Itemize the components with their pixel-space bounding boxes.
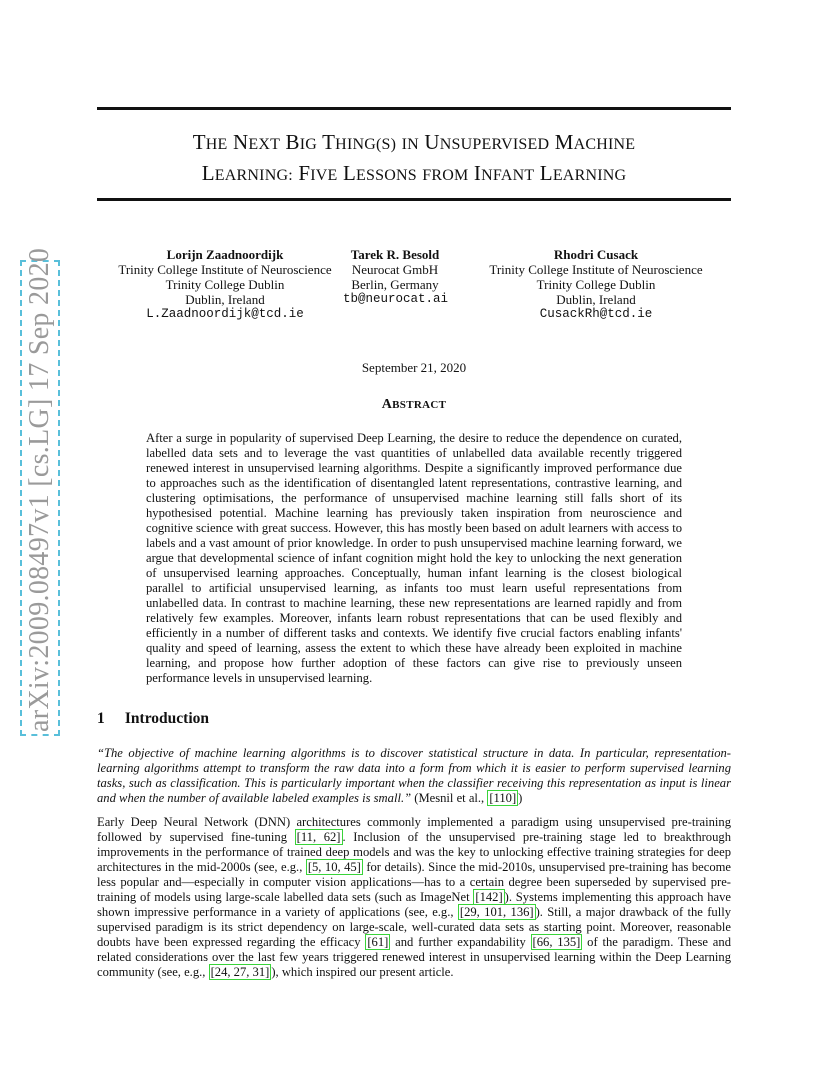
citation-link[interactable]: [110] (489, 791, 517, 805)
citation-link[interactable]: [142] (475, 890, 503, 904)
author-affiliation: Trinity College Dublin (165, 277, 285, 292)
section-number: 1 (97, 710, 105, 727)
arxiv-identifier: arXiv:2009.08497v1 [cs.LG] 17 Sep 2020 (24, 247, 55, 732)
paragraph-text: and further expandability (390, 935, 531, 949)
author-name: Tarek R. Besold (350, 247, 440, 262)
paragraph-text: ). Systems implementing this approach have shown impressive performance in a variety of applications (see, e.g., (97, 890, 731, 919)
author-email: L.Zaadnoordijk@tcd.ie (146, 307, 304, 321)
paragraph-text: ), which inspired our present article. (271, 965, 454, 979)
author-email: tb@neurocat.ai (343, 292, 449, 306)
author-affiliation: Dublin, Ireland (185, 292, 265, 307)
citation-link[interactable]: [5, 10, 45] (307, 860, 361, 874)
epigraph-quote (97, 746, 731, 806)
abstract-text: After a surge in popularity of supervised Deep Learning, the desire to reduce the dependence on curated, labelled data sets and to leverage the vast quantities of unlabelled data available recently triggered renewed interest in unsupervised learning algorithms. Despite a significantly improved performance due to approaches such as the identification of disentangled latent representations, contrastive learning, and clustering optimisations, the performance of unsupervised machine learning still falls short of its hypothesised potential. Machine learning has previously taken inspiration from neuroscience and cognitive science with great success. However, this has mostly been based on adult learners with access to labels and a vast amount of prior knowledge. In order to push unsupervised machine learning forward, we argue that developmental science of infant cognition might hold the key to unlocking the next generation of unsupervised learning approaches. Conceptually, human infant learning is the closest biological parallel to artificial unsupervised learning, as infants too must learn useful representations from unlabelled data. In contrast to machine learning, these new representations are learned rapidly and from relatively few examples. Moreover, infants learn robust representations that can be used flexibly and efficiently in a number of different tasks and contexts. We identify five crucial factors enabling infants' quality and speed of learning, assess the extent to which these have already been exploited in machine learning, and propose how further adoption of these factors can give rise to previously unseen performance levels in unsupervised learning. (146, 431, 682, 685)
title-line-2: LEARNING: FIVE LESSONS FROM INFANT LEARNING (201, 161, 627, 185)
section-heading (97, 710, 209, 728)
title-top-rule (97, 107, 731, 110)
author-email: CusackRh@tcd.ie (539, 307, 653, 321)
title-bottom-rule (97, 198, 731, 201)
abstract-heading: ABSTRACT (381, 397, 447, 412)
publication-date: September 21, 2020 (361, 360, 467, 375)
author-affiliation: Trinity College Institute of Neuroscience (118, 262, 332, 277)
author-name: Lorijn Zaadnoordijk (166, 247, 284, 262)
section-title: Introduction (124, 710, 209, 727)
quote-text: “The objective of machine learning algorithms is to discover statistical structure in data. In particular, representation-learning algorithms attempt to transform the raw data into a form from which it is easier to perform supervised learning tasks, such as classification. This is particularly important when the classifier receiving this representation as input is linear and when the number of available labeled examples is small.” (97, 746, 731, 805)
author-name: Rhodri Cusack (553, 247, 639, 262)
author-affiliation: Trinity College Dublin (536, 277, 656, 292)
paragraph-text: for details). Since the mid-2010s, unsupervised pre-training has become less popular and—especially in computer vision applications—has to a certain degree been superseded by supervised pre-training of models using large-scale labelled data sets (such as ImageNet (97, 860, 732, 904)
quote-citation-suffix: ) (518, 791, 523, 805)
author-affiliation: Trinity College Institute of Neuroscience (489, 262, 703, 277)
author-affiliation: Neurocat GmbH (351, 262, 439, 277)
paragraph-text: . Inclusion of the unsupervised pre-training stage led to breakthrough improvements in the performance of trained deep models and was the key to unlocking effective training strategies for deep architectures in the mid-2000s (see, e.g., (97, 830, 731, 874)
citation-link[interactable]: [66, 135] (532, 935, 581, 949)
arxiv-stamp (20, 247, 60, 740)
paragraph-text: ). Still, a major drawback of the fully supervised paradigm is its strict dependency on large-scale, well-curated data sets as starting point. Moreover, reasonable doubts have been expressed regarding the efficacy (97, 905, 732, 949)
author-affiliation: Berlin, Germany (351, 277, 439, 292)
citation-link[interactable]: [24, 27, 31] (210, 965, 270, 979)
author-2 (343, 247, 447, 307)
citation-link[interactable]: [11, 62] (296, 830, 341, 844)
author-1 (112, 247, 338, 322)
paper-title (97, 128, 731, 190)
quote-citation-prefix: (Mesnil et al., (411, 791, 488, 805)
citation-link[interactable]: [29, 101, 136] (459, 905, 534, 919)
author-3 (487, 247, 705, 322)
paragraph-text: of the paradigm. These and related considerations over the last few years triggered renewed interest in unsupervised learning within the Deep Learning community (see, e.g., (97, 935, 731, 979)
title-line-1: THE NEXT BIG THING(S) IN UNSUPERVISED MACHINE (192, 130, 636, 154)
intro-paragraph (97, 815, 731, 980)
author-affiliation: Dublin, Ireland (556, 292, 636, 307)
citation-link[interactable]: [61] (367, 935, 389, 949)
paragraph-text: Early Deep Neural Network (DNN) architectures commonly implemented a paradigm using unsupervised pre-training followed by supervised fine-tuning (97, 815, 731, 844)
